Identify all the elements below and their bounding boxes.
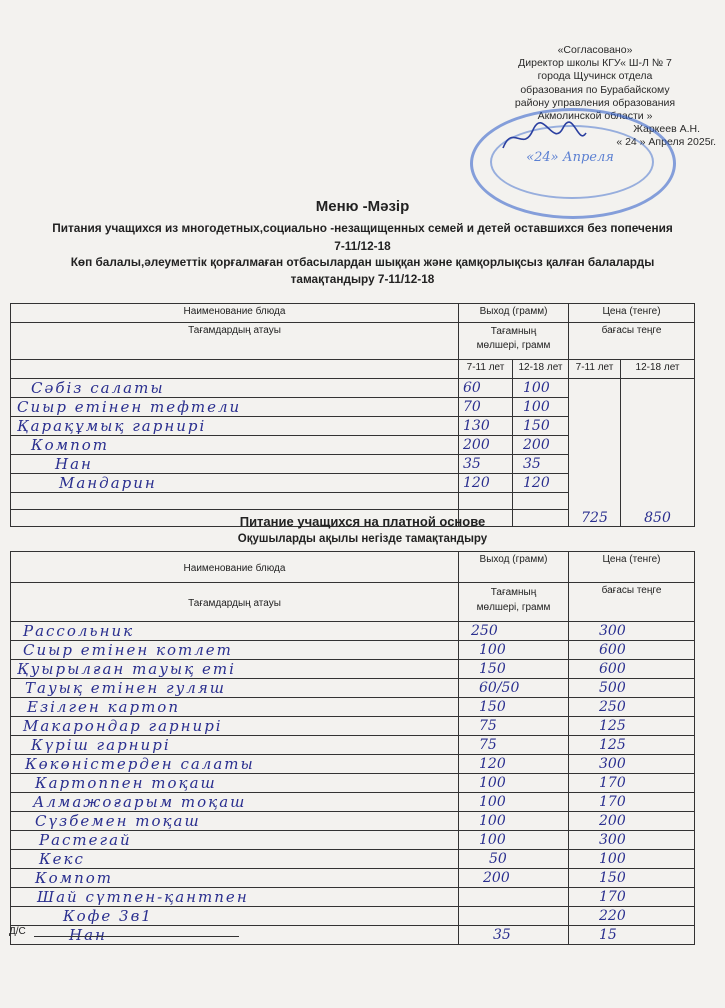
dish-output: 100 [459,774,569,793]
dish-output: 150 [459,698,569,717]
output-young: 70 [459,398,513,417]
header-price-ru: Цена (тенге) [569,304,695,323]
table-row [11,831,695,850]
dish-name [11,493,459,510]
dish-output: 75 [459,717,569,736]
dish-name: Сүзбемен тоқаш [11,812,459,831]
table-row [11,679,695,698]
dish-output: 75 [459,736,569,755]
approval-line: району управления образования [514,96,676,109]
dish-output [459,907,569,926]
dish-price: 125 [569,717,695,736]
dish-output: 60/50 [459,679,569,698]
dish-output: 100 [459,812,569,831]
output-young: 200 [459,436,513,455]
dish-price: 300 [569,831,695,850]
table-row [11,850,695,869]
dish-output: 200 [459,869,569,888]
dish-name: Езілген картоп [11,698,459,717]
dish-price: 125 [569,736,695,755]
price-young: 725 [581,510,608,526]
output-young: 35 [459,455,513,474]
dish-output: 35 [459,926,569,945]
dish-name: Макарондар гарнирі [11,717,459,736]
table-row [11,888,695,907]
header-name-kz: Тағамдардың атауы [11,323,459,360]
dish-name: Рассольник [11,622,459,641]
subtitle-ru [0,219,725,255]
dish-name: Нан [11,926,459,945]
approval-line: Директор школы КГУ« Ш-Л № 7 [518,57,672,70]
header-output-kz [459,583,569,622]
table-row [11,736,695,755]
dish-name: Нан [11,455,459,474]
approval-date: « 24 » Апреля 2025г. [616,136,716,149]
ds-signature-line [34,936,239,937]
header-output-ru: Выход (грамм) [459,304,569,323]
ds-label: Д/С [9,926,26,937]
paid-menu-table [10,551,695,945]
dish-name: Көкөністерден салаты [11,755,459,774]
table-row [11,622,695,641]
subtitle-ru-line: Питания учащихся из многодетных,социально -незащищенных семей и детей оставшихся без попечения [52,221,673,235]
table-row [11,717,695,736]
dish-name: Кекс [11,850,459,869]
page-title: Меню -Мәзір [315,198,410,215]
price-old-cell [621,379,695,527]
age-col: 7-11 лет [459,360,513,379]
price-old: 850 [644,510,671,526]
output-old: 200 [513,436,569,455]
dish-price: 15 [569,926,695,945]
dish-price: 170 [569,793,695,812]
approval-line: «Согласовано» [557,44,633,56]
header-name-ru: Наименование блюда [11,552,459,583]
section-title: Питание учащихся на платной основе [239,514,486,529]
stamp-date: «24» Апреля [526,150,614,165]
dish-output: 100 [459,793,569,812]
output-young: 130 [459,417,513,436]
output-old: 100 [513,398,569,417]
header-price-kz: бағасы теңге [569,323,695,360]
header-output-kz-1: Тағамның [490,326,537,337]
table-row [11,926,695,945]
subtitle-ru-line: 7-11/12-18 [334,239,391,253]
subtitle-kz [0,254,725,288]
approval-line: города Щучинск отдела [537,70,653,83]
dish-price: 220 [569,907,695,926]
header-output-kz-1: Тағамның [490,587,537,598]
table-row [11,698,695,717]
dish-name: Алмажоғарым тоқаш [11,793,459,812]
dish-name: Компот [11,869,459,888]
dish-price: 250 [569,698,695,717]
age-spacer [11,360,459,379]
dish-price: 500 [569,679,695,698]
header-name-ru: Наименование блюда [11,304,459,323]
dish-name: Қарақұмық гарнирі [11,417,459,436]
approval-line: образования по Бурабайскому [520,83,670,96]
section-subtitle: Оқушыларды ақылы негізде тамақтандыру [237,533,488,545]
dish-price: 170 [569,774,695,793]
output-young [459,493,513,510]
header-output-kz-2: мөлшері, грамм [476,340,551,351]
dish-output: 120 [459,755,569,774]
dish-price: 150 [569,869,695,888]
header-name-kz: Тағамдардың атауы [11,583,459,622]
output-old: 120 [513,474,569,493]
output-old [513,493,569,510]
age-col: 12-18 лет [621,360,695,379]
age-col: 7-11 лет [569,360,621,379]
output-old: 100 [513,379,569,398]
dish-name: Шай сүтпен-қантпен [11,888,459,907]
output-young: 120 [459,474,513,493]
paid-menu-rows [11,622,695,945]
dish-name: Мандарин [11,474,459,493]
dish-name: Кофе 3в1 [11,907,459,926]
subtitle-kz-line: Көп балалы,әлеуметтік қорғалмаған отбасылардан шыққан және қамқорлықсыз қалған балаларды [70,255,655,269]
dish-name: Сиыр етінен котлет [11,641,459,660]
dish-price: 300 [569,755,695,774]
table-row [11,660,695,679]
age-col: 12-18 лет [513,360,569,379]
subtitle-kz-line: тамақтандыру 7-11/12-18 [290,272,435,286]
dish-name: Компот [11,436,459,455]
price-young-cell [569,379,621,527]
header-price-ru: Цена (тенге) [569,552,695,583]
dish-output: 50 [459,850,569,869]
table-row [11,755,695,774]
subsidized-menu-table [10,303,695,527]
header-output-kz-2: мөлшері, грамм [476,602,551,613]
header-price-kz: бағасы теңге [569,583,695,622]
output-old: 150 [513,417,569,436]
dish-name: Күріш гарнирі [11,736,459,755]
dish-name: Картоппен тоқаш [11,774,459,793]
dish-name: Растегай [11,831,459,850]
table-row [11,774,695,793]
dish-output [459,888,569,907]
dish-price: 600 [569,641,695,660]
approval-line: Акмолинской области » [537,110,653,123]
dish-name: Сиыр етінен тефтели [11,398,459,417]
header-output-ru: Выход (грамм) [459,552,569,583]
dish-name: Сәбіз салаты [11,379,459,398]
dish-price: 100 [569,850,695,869]
dish-price: 200 [569,812,695,831]
dish-name: Қуырылған тауық еті [11,660,459,679]
table-row [11,812,695,831]
signature [498,118,588,158]
dish-output: 250 [459,622,569,641]
output-young: 60 [459,379,513,398]
dish-price: 600 [569,660,695,679]
header-output-kz [459,323,569,360]
dish-price: 170 [569,888,695,907]
dish-output: 150 [459,660,569,679]
dish-output: 100 [459,641,569,660]
approval-signer: Жаркеев А.Н. [633,123,700,136]
dish-name: Тауық етінен гуляш [11,679,459,698]
output-old: 35 [513,455,569,474]
table-row [11,641,695,660]
table-row [11,869,695,888]
table-row [11,907,695,926]
table-row [11,793,695,812]
dish-output: 100 [459,831,569,850]
dish-price: 300 [569,622,695,641]
